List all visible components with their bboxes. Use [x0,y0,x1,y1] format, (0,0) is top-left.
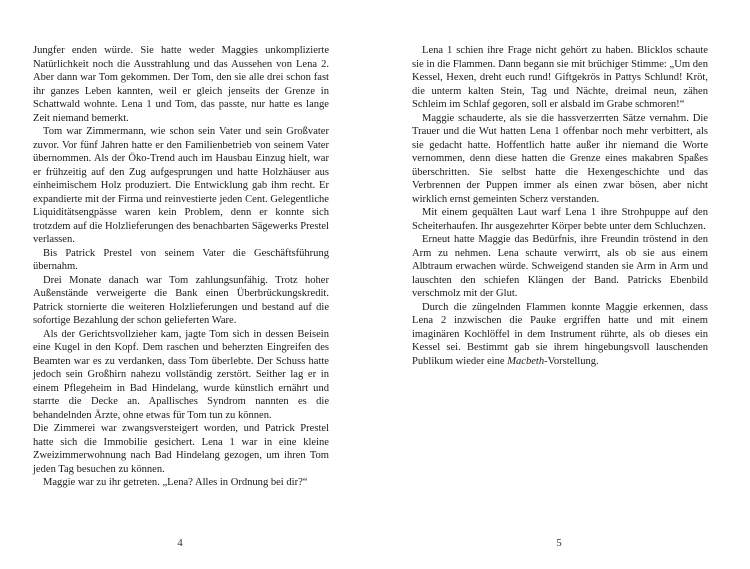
paragraph: Die Zimmerei war zwangsversteigert worden, und Patrick Prestel hatte sich die Immobilie gesichert. Lena 1 war in eine kleine Zweizimmerwohnung nach Bad Hindelang gezogen, um ihren Tom jeden Tag besuchen zu können. [33,423,329,475]
paragraph: Maggie war zu ihr getreten. „Lena? Alles in Ordnung bei dir?“ [43,477,308,488]
paragraph: Erneut hatte Maggie das Bedürfnis, ihre Freundin tröstend in den Arm zu nehmen. Lena schaute verwirrt, als ob sie aus einem Albtraum erwachen würde. Schweigend standen sie Arm in Arm und lauschten den schiefen Klängen der Band. Patricks Ebenbild verschmolz mit der Glut. [412,234,708,299]
paragraph: Bis Patrick Prestel von seinem Vater die Geschäftsführung übernahm. [33,247,329,272]
right-page-text [412,44,708,368]
paragraph: Maggie schauderte, als sie die hassverzerrten Sätze vernahm. Die Trauer und die Wut hatten Lena 1 offenbar noch mehr verbittert, als sie gedacht hatte. Hoffentlich hatte außer ihr niemand die Worte vernommen, denn diese hatten die Grenze eines makabren Spaßes überschritten. Sie selbst hatte die Hexengeschichte und das Verbrennen der Puppen immer als einen zwar bösen, aber nicht wirklich ernst gemeinten Scherz verstanden. [412,112,708,205]
paragraph: Jungfer enden würde. Sie hatte weder Maggies unkomplizierte Natürlichkeit noch die Ausstrahlung und das Aussehen von Lena 2. Aber dann war Tom gekommen. Der Tom, den sie alle drei schon fast ihr ganzes Leben kannten, weil er gleich jenseits der Grenze in Schattwald wohnte. Lena 1 und Tom, das passte, nur hatte es lange Zeit niemand bemerkt. [33,45,329,124]
title-italic: Macbeth [507,355,545,367]
left-page-text [33,44,329,490]
page-number-right: 5 [556,537,562,549]
paragraph: Tom war Zimmermann, wie schon sein Vater und sein Großvater zuvor. Vor fünf Jahren hatte er den Familienbetrieb von seinem Vater übernommen. Als der Öko-Trend auch im Hausbau Einzug hielt, war er frühzeitig auf den Zug aufgesprungen und hatte Holzhäuser aus einheimischem Holz produziert. Die Entwicklung gab ihm recht. Er expandierte mit der Firma und reinvestierte jeden Cent. Gelegentliche Liquiditätsengpässe waren kein Problem, denn er konnte sich trotzdem auf die Holzlieferungen des benachbarten Sägewerks Prestel verlassen. [33,126,329,245]
paragraph: Als der Gerichtsvollzieher kam, jagte Tom sich in dessen Beisein eine Kugel in den Kopf. Dem raschen und beherzten Eingreifen des Beamten war es zu verdanken, dass Tom überlebte. Der Schuss hatte jedoch sein Großhirn nahezu vollständig zerstört. Seither lag er in einem Pflegeheim in Bad Hindelang, wurde künstlich ernährt und starrte die Decke an. Apallisches Syndrom nannten es die behandelnden Ärzte, ohne etwas für Tom tun zu können. [33,328,329,421]
paragraph: Drei Monate danach war Tom zahlungsunfähig. Trotz hoher Außenstände verweigerte die Bank einen Überbrückungskredit. Patrick stornierte die weiteren Holzlieferungen und bestand auf die sofortige Bezahlung der schon gelieferten Ware. [33,274,329,326]
paragraph-text: -Vorstellung. [544,355,599,367]
paragraph-text: Durch die züngelnden Flammen konnte Maggie erkennen, dass Lena 2 inzwischen die Pauke ergriffen hatte und mit einem imaginären Kochlöffel in dem Instrument rührte, als ob dieses ein Kessel sei. Bestimmt gab sie ihrem hingebungsvoll lauschenden Publikum wieder eine [412,301,708,367]
paragraph: Lena 1 schien ihre Frage nicht gehört zu haben. Blicklos schaute sie in die Flammen. Dann begann sie mit brüchiger Stimme: „Um den Kessel, Hexen, dreht euch rund! Giftgekrös in Pattys Schlund! Kröt, die unterm kalten Stein, Tag und Nächte, dreimal neun, zähen Schleim im Schlaf gegoren, soll er alsbald im Grabe schmoren!“ [412,45,708,110]
paragraph [412,301,708,369]
page-number-left: 4 [177,537,183,549]
paragraph: Mit einem gequälten Laut warf Lena 1 ihre Strohpuppe auf den Scheiterhaufen. Ihr ausgezehrter Körper bebte unter dem Schluchzen. [412,207,708,232]
